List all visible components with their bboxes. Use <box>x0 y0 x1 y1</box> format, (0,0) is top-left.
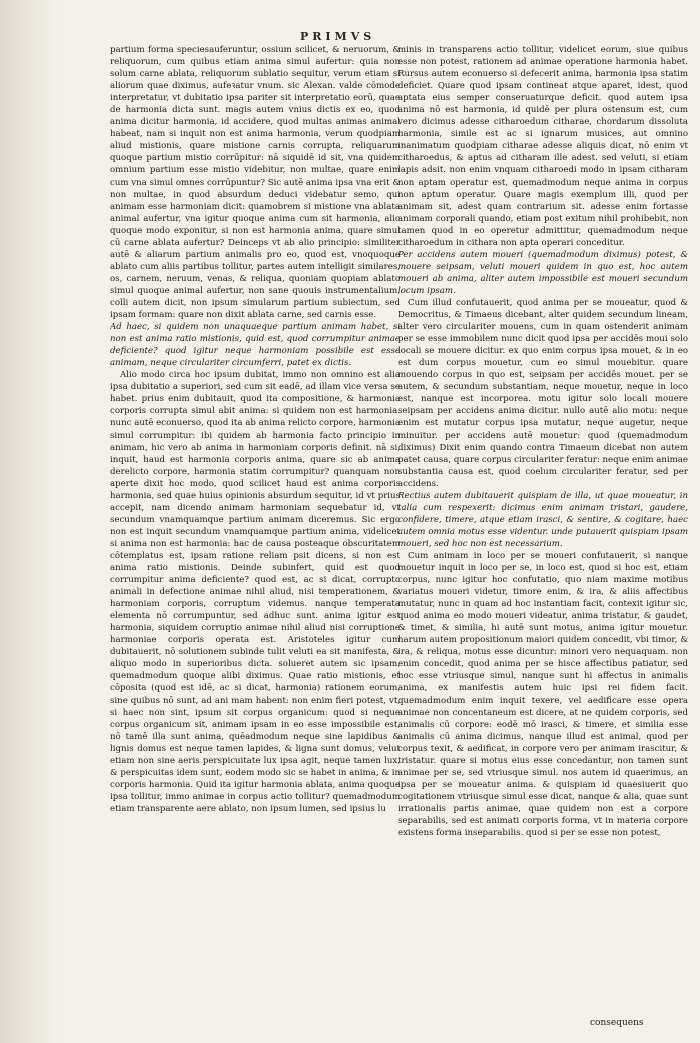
commentary-paragraph: Alio modo circa hoc ipsum dubitat, immo non omnino est alia ipsa dubitatio a superiori, sed cum sit eadē, ad illam vice versa se habet. prius enim dubitauit, quod ita compositione, & harmonia corporis corrupta simul abit anima: si quidem non est harmonia. nunc autē econuerso, quod ita ab anima relicto corpore, harmonia simul corrumpitur: ibi quidem ab harmonia facto principio in animam, hic vero ab anima in harmoniam corporis definit. nā si, inquit, haud est harmonia corporis anima, quare sic ab anima derelicto corpore, harmonia statim corrumpitur? quanquam non aperte dixit hoc modo, quod scilicet haud est anima corporis harmonia, sed quae huius opinionis absurdum sequitur, id vt prius accepit, nam dicendo animam harmoniam sequebatur id, vt secundum vnamquamque partium animam diceremus. Sic ergo non est inquit secundum vnamquamque partium anima, videlicet si anima non est harmonia: hac de causa posteaque obscuritatem cōtemplatus est, ipsam ratione reliam psit dicens, si non est anima ratio mistionis. Deinde subinfert, quid est quod corrumpitur anima deficiente? quod est, ac si dicat, corrupto animali in defectione animae nihil aliud, nisi temperationem, & harmoniam corporis, corruptum videmus. nanque temperata elementa nō corrumpuntur, sed adhuc sunt. anima igitur est harmonia, siquidem corruptio animae nihil aliud nisi corruptione harmoniae corporis operata est. Aristoteles igitur cum dubitauerit, nō solutionem subinde tulit veluti ea sit manifesta, & aliquo modo in superioribus dicta. solueret autem sic ipsam, quemadmodum quoque alibi diximus. Quae ratio mistionis, et cōposita (quod est idē, ac si dicat, harmonia) rationem eorum, sine quibus nō sunt, ad ani mam habent: non enim fieri potest, vt, si haec non sint, ipsum sit corpus organicum: quod si neque corpus organicum sit, animam ipsam in eo esse impossibile est, nō tamē illa sunt anima, quēadmodum neque sine lapidibus & lignis domus est neque tamen lapides, & ligna sunt domus, velut etiam non sine aeris perspicuitate lux ipsa agit, neque tamen lux, & perspicuitas idem sunt, eodem modo sic se habet in anima, & in corporis harmonia. Quid ita igitur harmonia ablata, anima quoque ipsa tollitur, immo animae in corpus actio tollitur? quemadmodum etiam transparente aere ablato, non ipsum lumen, sed ipsius lu <box>110 370 400 814</box>
catchword: consequens <box>590 1018 644 1028</box>
lemma-paragraph: Ad haec, si quidem non unaquaeque partium animam habet, si non est anima ratio mistionis, quid est, quod corrumpitur animae deficiente? quod igitur neque harmoniam possibile est esse animam, neque circulariter circumferri, patet ex dictis. <box>110 322 400 369</box>
lemma-paragraph: Per accidens autem moueri (quemadmodum diximus) potest, & mouere seipsam, veluti moueri quidem in quo est, hoc autem moueri ab anima, aliter autem impossibile est moueri secundum locum ipsam. <box>398 249 688 296</box>
paragraph: partium forma speciesauferuntur, ossium scilicet, & neruorum, & reliquorum, cum quibus etiam anima simul aufertur: quia non solum carne ablata, reliquorum sublatio sequitur, verum etiam si aliorum quae diximus, aufeꝛatur vnum. sic Alexan. valde cōmode interpretatur, vt dubitatio ipsa pariter sit interpretatio eorū, quae de harmonia dicta sunt. magis autem vnius dictis ex eo, quod anima dicitur harmonia, id accidere, quod multas animas animal habeat, nam si inquit non est anima harmonia, verum quodpiam aliud mistionis, quare mistione carnis corrupta, reliquarum quoque partium mistio corrūpitur: nā siquidē id sit, vna quidem omnium partium esse mistio videbitur, non multae, quare enim cum vna simul omnes corrūpuntur? Sic autē anima ipsa vna erit & non multae, in quod absurdum deduci videbatur semo, qui animam esse harmoniam dicit: quamobrem si mistione vna ablata animal aufertur, vna igitur quoque anima cum sit harmonia, alio quoque modo exponitur, si non est harmonia anima, quare simul cū carne ablata aufertur? Deinceps vt ab alio principio: similiter autē & aliarum partium animalis pro eo, quod est, vnoquoque ablato cum aliis partibus tollitur, partes autem intelligit similares, os, carnem, neruum, venas, & reliqua, quoniam quopiam ablato simul quoque animal aufertur, non sane quouis instrumentalium, colli autem dicit, non ipsum simularum partium subiectum, sed ipsam formam: quare non dixit ablata carne, sed carnis esse. <box>110 45 400 321</box>
running-title: PRIMVS <box>300 30 376 43</box>
commentary-paragraph: Cum animam in loco per se moueri confutauerit, si nanque mouetur inquit in loco per se, in loco est, quod si hoc est, etiam corpus, nunc igitur hoc confutatio, quo niam maxime motibus variatus moueri videtur, timore enim, & ira, & aliis affectibus mutatur, nunc in quam ad hoc instantiam facit, contexit igitur sic, quod anima eo modo moueri videatur, anima tristatur, & gaudet, & timet, & similia, hi autē sunt motus, anima igitur mouetur. harum autem propositionum maiori quidem concedit, vbi timor, & ira, & reliqua, motus esse dicuntur: minori vero nequaquam. non enim concedit, quod anima per se hisce affectibus patiatur, sed hoc esse vtriusque simul, nanque sunt hi affectus in animalis anima, ex manifestis autem huic ipsi rei fidem facit. quemadmodum enim inquit texere, vel aedificare esse opera animae non concentaneum est dicere, at ne quidem corporis, sed animalis cū corpore: eodē mō irasci, & timere, et similia esse animalis cū anima dicimus, nanque illud est animal, quod per corpus texit, & aedificat, in corpore vero per animam irascitur, & tristatur. quare si motus eius esse concedantur, non tamen sunt animae per se, sed vtriusque simul. nos autem id quaerimus, an ipsa per se moueatur anima. & quispiam id quaesiuerit quo cogitationem vtriusque simul esse dicat, nanque & alia, quae sunt irrationalis partis animae, quae quidem non est a corpore separabilis, sed est animati corporis forma, vt in materia corpore existens forma inseparabilis. quod si per se esse non potest, <box>398 550 688 839</box>
paragraph: minis in transparens actio tollitur, videlicet eorum, siue quibus esse non potest, rationem ad animae operatione harmonia habet. Rursus autem econuerso si defecerit anima, harmonia ipsa statim deficiet. Quare quod ipsam contineat atque aparet, idest, quod aptata eius semper conseruaturque deficit. quod autem ipsa anima nō est harmonia, id quidē per plura ostensum est, cum vero dicimus adesse citharoedum citharae, chordarum dissoluta harmonia, simile est ac si ignarum musices, aut omnino inanimatum quodpiam citharae adesse aliquis dicat, nō enim vt citharoedus, & aptus ad citharam ille adest. sed veluti, si etiam lapis adsit. non enim vnquam citharoedi modo in ipsam citharam non aptam operatur est, quemadmodum neque anima in corpus non aptum operatur. Quare magis exemplum illi, quod per animam sit, adest quam contrarium sit. adesse enim fortasse animam corporali quando, etiam post exitum nihil prohibebit, non tamen quod in eo operetur admittitur, quemadmodum neque citharoedum in cithara non apta operari conceditur. <box>398 45 688 248</box>
left-column <box>110 44 400 974</box>
gutter-shadow <box>0 0 60 1043</box>
lemma-paragraph: Rectius autem dubitauerit quispiam de illa, ut quae moueatur, in talia cum respexerit: dicimus enim animam tristari, gaudere, confidere, timere, atque etiam irasci, & sentire, & cogitare, haec autem omnia motus esse videntur. unde putauerit quispiam ipsam moueri, sed hoc non est necessarium. <box>398 490 688 549</box>
right-column <box>398 44 688 974</box>
commentary-paragraph: Cum illud confutauerit, quod anima per se moueatur, quod & Democritus, & Timaeus dicebant, alter quidem secundum lineam, alter vero circulariter mouens, cum in quam ostenderit animam per se esse immobilem nunc dicit quod ipsa per accidēs moui solo locali se mouere dicitur. ex quo enim corpus ipsa mouet, & in eo est dum corpus mouetur, cum eo simul mouebitur. quare mouendo corpus in quo est, seipsam per accidēs mouet. per se autem, & secundum substantiam, neque mouetur, neque in loco est, nanque est incorporea. motu igitur solo locali mouere seipsam per accidens anima dicitur. nullo autē alio motu: neque enim est mutatur corpus ipsa mutatur, neque augetur, neque minuitur. per accidens autē mouetur: quod (quemadmodum diximus) Dixit enim quando contra Timaeum dicebat non autem patet causa, quare corpus circulariter feratur: neque enim animae substantia causa est, quod coelum circulariter feratur, sed per accidens. <box>398 297 688 489</box>
